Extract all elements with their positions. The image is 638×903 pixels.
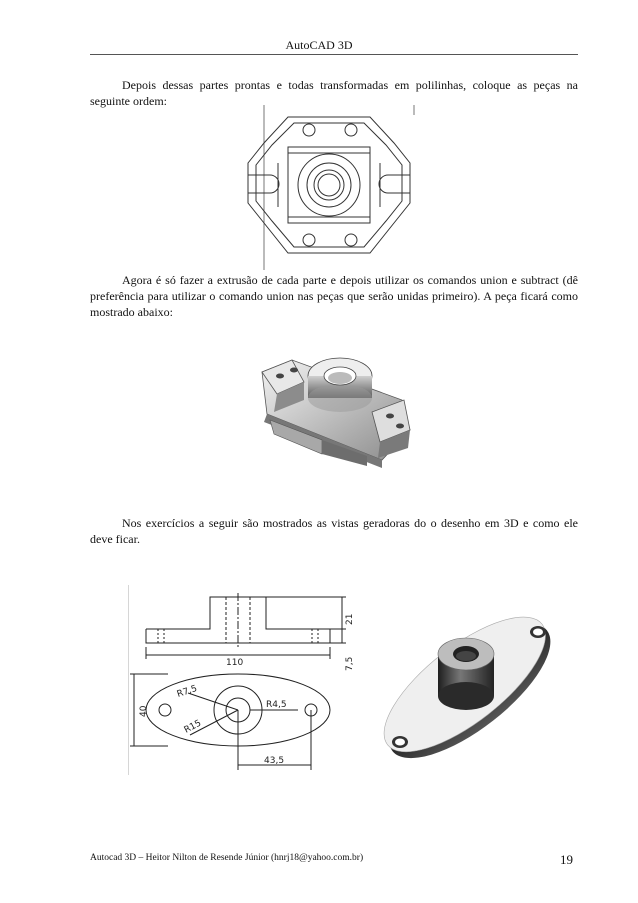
dim-43-5: 43,5 (264, 756, 285, 766)
paragraph-1-text: Depois dessas partes prontas e todas transformadas em polilinhas, coloque as peças na seguinte ordem: (90, 78, 578, 108)
solid-3d-render (222, 342, 450, 472)
paragraph-2 (90, 272, 578, 320)
dim-21: 21 (345, 613, 355, 625)
page-header: AutoCAD 3D (285, 38, 353, 52)
dim-7-5: 7,5 (345, 656, 355, 671)
footer-credit: Autocad 3D – Heitor Nilton de Resende Júnior (hnrj18@yahoo.com.br) (90, 853, 364, 863)
dim-110: 110 (226, 658, 244, 668)
page-number: 19 (560, 852, 573, 867)
dim-r7-5: R7,5 (175, 683, 199, 700)
paragraph-3 (90, 515, 578, 547)
profile-2d-figure (234, 105, 424, 270)
dim-r15: R15 (182, 718, 204, 736)
paragraph-2-text: Agora é só fazer a extrusão de cada parte e depois utilizar os comandos union e subtract (dê preferência para utilizar o comando union nas peças que serão unidas primeiro). A peça ficará como mostrado abaixo: (90, 273, 578, 319)
technical-drawing (128, 585, 358, 775)
dim-40: 40 (139, 705, 149, 717)
paragraph-3-text: Nos exercícios a seguir são mostrados as vistas geradoras do o desenho em 3D e como ele deve ficar. (90, 516, 578, 546)
dim-r4-5: R4,5 (266, 700, 287, 710)
oval-part-3d-render (370, 596, 562, 772)
header-rule (90, 54, 578, 55)
